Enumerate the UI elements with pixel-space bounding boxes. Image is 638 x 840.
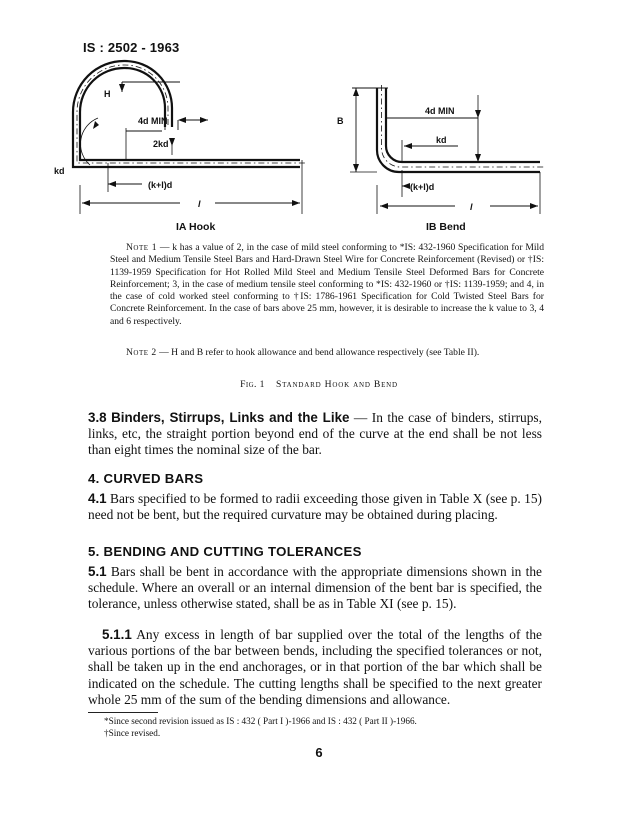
hook-label-kd: kd: [54, 166, 65, 176]
footnote-divider: [88, 712, 158, 713]
section-5-1-text: Bars shall be bent in accordance with the appropriate dimensions shown in the schedule. Where an overall or an internal dimension of the bent bar is specified, the tolerance, unless otherwise stated, shall be as in Table XI (see p. 15).: [88, 564, 542, 612]
bend-diagram: [350, 85, 544, 214]
section-5-1-number: 5.1: [88, 564, 107, 579]
figure-note-1: [110, 242, 544, 328]
bend-label-kd: kd: [436, 135, 447, 145]
section-3-8-text: — In the case of binders, stirrups, links, etc, the straight portion beyond end of the curve at the end shall be not less than eight times the nominal size of the bar.: [88, 410, 542, 458]
bend-label-l: l: [470, 202, 473, 212]
hook-label-4d-min: 4d MIN: [138, 116, 168, 126]
note-2-label: Note 2: [126, 347, 157, 358]
section-5-1: [88, 564, 542, 613]
hook-sublabel: IA Hook: [176, 221, 216, 233]
hook-label-h: H: [104, 89, 111, 99]
section-4-heading: 4. CURVED BARS: [88, 471, 204, 486]
footnote-2: †Since revised.: [104, 728, 161, 738]
note-2-body: — H and B refer to hook allowance and bend allowance respectively (see Table II).: [159, 347, 480, 358]
hook-arrowheads: [82, 84, 300, 206]
figure-caption-label: Fig. 1: [240, 379, 265, 390]
section-5-heading: 5. BENDING AND CUTTING TOLERANCES: [88, 544, 362, 559]
section-3-8-number: 3.8: [88, 410, 107, 425]
section-4-1: [88, 491, 542, 523]
hook-label-l: l: [198, 199, 201, 209]
section-5-1-1-number: 5.1.1: [102, 627, 132, 642]
bend-label-b: B: [337, 116, 344, 126]
bend-sublabel: IB Bend: [426, 221, 466, 233]
section-5-1-1-text: Any excess in length of bar supplied over the total of the lengths of the various portions of the bar between bends, including the specified tolerances or not, shall be taken up in the end anchorages, or in that portion of the bar which shall be indicated on the schedule. The cutting lengths shall be specified to the next greater whole 25 mm of the sum of the bending dimensions and allowance.: [88, 627, 542, 707]
note-1-label: Note 1: [126, 242, 158, 253]
figure-caption-title: Standard Hook and Bend: [276, 379, 398, 390]
figure-caption: [0, 379, 638, 390]
footnote-1: *Since second revision issued as IS : 432 ( Part I )-1966 and IS : 432 ( Part II )-1966.: [104, 716, 417, 726]
section-3-8: [88, 410, 542, 459]
section-5-1-1: [88, 627, 542, 708]
hook-label-k1d: (k+l)d: [148, 180, 173, 190]
figure-standard-hook-and-bend: [0, 0, 638, 240]
bend-label-k1d: (k+l)d: [410, 182, 435, 192]
section-4-1-text: Bars specified to be formed to radii exceeding those given in Table X (see p. 15) need not be bent, but the required curvature may be obtained during placing.: [88, 491, 542, 523]
bend-label-4d-min: 4d MIN: [425, 106, 455, 116]
page-number: 6: [315, 745, 323, 760]
hook-label-2kd: 2kd: [153, 139, 169, 149]
section-3-8-title: Binders, Stirrups, Links and the Like: [111, 410, 350, 425]
hook-diagram: [71, 58, 305, 214]
document-id-header: IS : 2502 - 1963: [83, 40, 180, 55]
section-4-1-number: 4.1: [88, 491, 107, 506]
note-1-body: — k has a value of 2, in the case of mild steel conforming to *IS: 432-1960 Specification for Mild Steel and Medium Tensile Steel Bars and Hard-Drawn Steel Wire for Concrete Reinforcement (Revised) or †IS: 1139-1959 Specification for Hot Rolled Mild Steel and Medium Tensile Steel Deformed Bars for Concrete Reinforcement; 3, in the case of medium tensile steel conforming to *IS: 432-1960 or †IS: 1139-1959; and 4, in the case of cold worked steel conforming to †IS: 1786-1961 Specification for Cold Twisted Steel Bars for Concrete Reinforcement. In the case of bars above 25 mm, however, it is desirable to increase the k value to 3, 4 and 6 respectively.: [110, 242, 544, 327]
figure-note-2: [110, 347, 544, 359]
